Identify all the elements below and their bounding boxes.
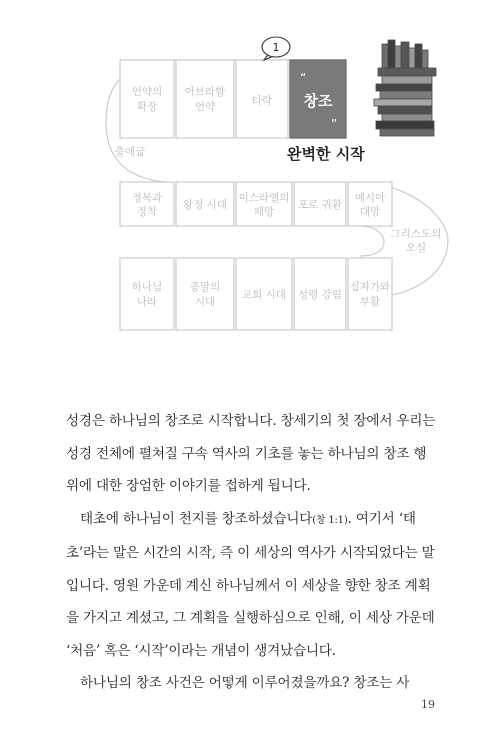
board-row-1	[120, 60, 346, 138]
cell-christ-coming-label: 그리스도의 오심	[390, 228, 442, 254]
cell-end-times-label: 종말의 시대	[189, 281, 221, 308]
cell-exodus-label: 출애굽	[114, 146, 146, 158]
board-row-2	[120, 182, 392, 226]
close-quote-mark: ”	[331, 117, 338, 131]
cell-abraham-covenant	[176, 60, 234, 138]
cell-cross-resurrection-label: 십자가와 부활	[349, 281, 391, 308]
cell-conquest-label: 정복과 정착	[131, 192, 163, 218]
cell-fall-label: 타락	[251, 95, 273, 107]
cell-messiah-hope	[348, 182, 392, 226]
page-body-text	[66, 405, 438, 700]
cell-kingdom-of-god-label: 하나님 나라	[131, 281, 163, 308]
cell-israel-fall-label: 이스라엘의 패망	[238, 192, 290, 218]
cell-return-exile-label: 포로 귀환	[298, 199, 342, 211]
open-quote-mark: “	[300, 71, 307, 85]
cell-end-times	[176, 258, 234, 330]
paragraph-3: 하나님의 창조 사건은 어떻게 이루어졌을까요? 창조는 사	[80, 675, 410, 691]
cell-conquest	[120, 182, 174, 226]
board-title: 완벽한 시작	[287, 145, 365, 163]
cell-messiah-hope-label: 메시아 대망	[354, 192, 386, 218]
step-number: 1	[272, 41, 280, 54]
step-number-badge	[262, 37, 290, 60]
cell-kingdom-of-god	[120, 258, 174, 330]
cell-covenant-expansion-label: 언약의 확장	[131, 86, 163, 113]
cell-israel-fall	[236, 182, 292, 226]
cell-church-age-label: 교회 시대	[242, 289, 286, 301]
cell-pentecost-label: 성령 강림	[298, 289, 342, 301]
cell-cross-resurrection	[348, 258, 392, 330]
paragraph-2-part-2: . 여기서 ‘태초’라는 말은 시간의 시작, 즉 이 세상의 역사가 시작되었다는 말입니다. 영원 가운데 계신 하나님께서 이 세상을 향한 창조 계획을 가지고 계셨고, 그 계획을 실행하심으로 인해, 이 세상 가운데 ‘처음’ 혹은 ‘시작’이라는 개념이 생겨났습니다.	[66, 510, 435, 659]
scripture-reference: (창 1:1)	[312, 514, 348, 526]
cell-monarchy-label: 왕정 시대	[183, 199, 227, 211]
page-number: 19	[421, 698, 435, 711]
cell-abraham-covenant-label: 아브라함 언약	[184, 86, 226, 113]
cell-covenant-expansion	[120, 60, 174, 138]
cell-creation-label: 창조	[303, 92, 333, 110]
paragraph-2-part-1: 태초에 하나님이 천지를 창조하셨습니다	[80, 510, 313, 527]
board-row-3	[120, 258, 392, 330]
paragraph-1: 성경은 하나님의 창조로 시작합니다. 창세기의 첫 장에서 우리는 성경 전체에 펼쳐질 구속 역사의 기초를 놓는 하나님의 창조 행위에 대한 장엄한 이야기를 접하게 됩니다.	[66, 413, 436, 494]
book-stack-illustration	[374, 40, 436, 136]
paragraph-2	[66, 503, 438, 668]
